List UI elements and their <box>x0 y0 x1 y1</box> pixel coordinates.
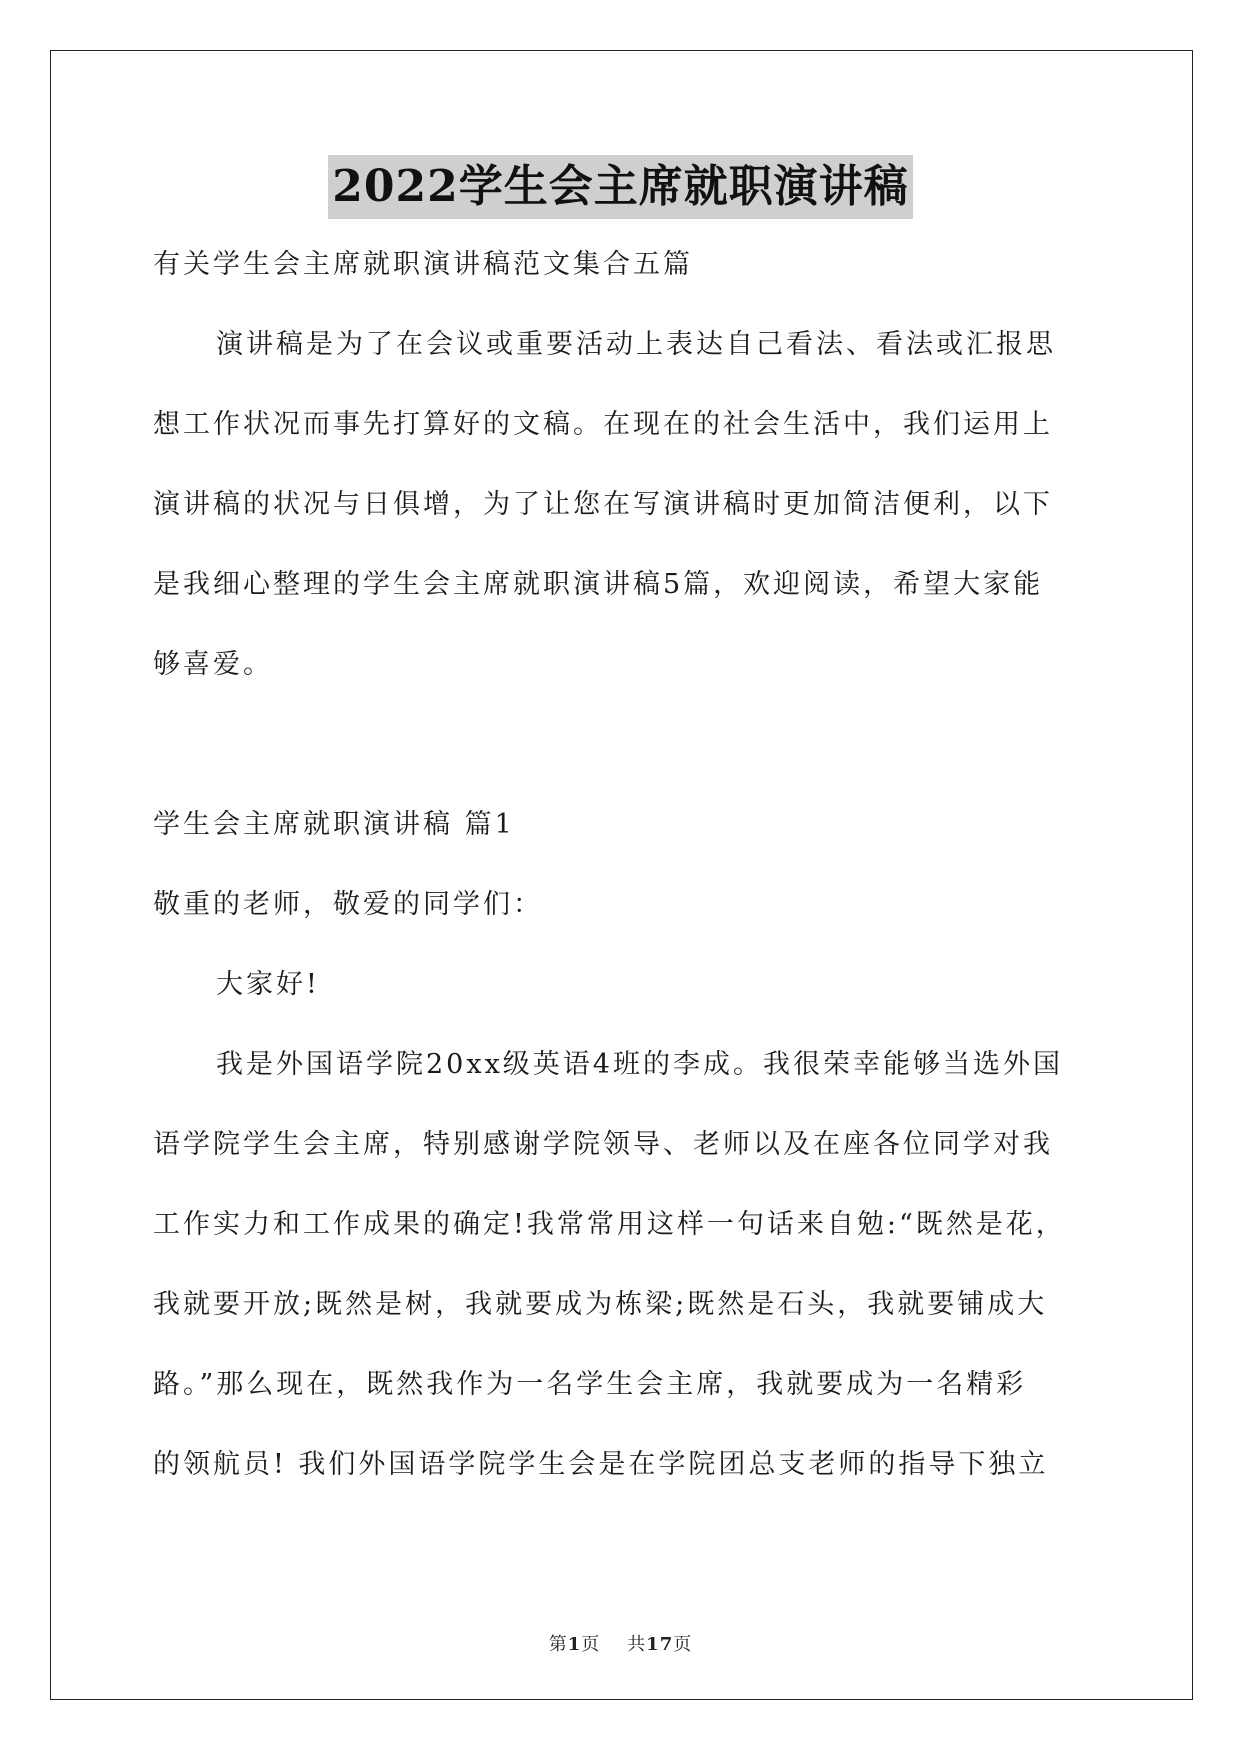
intro-line: 演讲稿的状况与日俱增，为了让您在写演讲稿时更加简洁便利，以下 <box>153 489 1053 520</box>
intro-line: 够喜爱。 <box>153 649 273 680</box>
page-current: 1 <box>567 1634 582 1655</box>
document-body <box>153 245 1093 1525</box>
total-unit: 页 <box>673 1634 693 1655</box>
body-line: 语学院学生会主席，特别感谢学院领导、老师以及在座各位同学对我 <box>153 1129 1053 1160</box>
page-footer <box>0 1630 1241 1656</box>
document-subtitle: 有关学生会主席就职演讲稿范文集合五篇 <box>153 249 693 280</box>
body-line: 我就要开放;既然是树，我就要成为栋梁;既然是石头，我就要铺成大 <box>153 1289 1048 1320</box>
page-prefix: 第 <box>548 1634 568 1655</box>
body-line: 路。”那么现在，既然我作为一名学生会主席，我就要成为一名精彩 <box>153 1369 1027 1400</box>
body-line: 的领航员! 我们外国语学院学生会是在学院团总支老师的指导下独立 <box>153 1449 1049 1480</box>
salutation: 敬重的老师，敬爱的同学们： <box>153 889 543 920</box>
section-heading: 学生会主席就职演讲稿 篇1 <box>153 809 515 840</box>
page-unit: 页 <box>581 1634 601 1655</box>
document-title: 2022学生会主席就职演讲稿 <box>328 155 912 219</box>
page-total: 17 <box>646 1634 674 1655</box>
paragraph-spacer <box>153 725 1093 805</box>
intro-line: 想工作状况而事先打算好的文稿。在现在的社会生活中，我们运用上 <box>153 409 1053 440</box>
title-block <box>0 155 1241 219</box>
body-line: 工作实力和工作成果的确定!我常常用这样一句话来自勉:“既然是花， <box>153 1209 1066 1240</box>
body-line: 我是外国语学院20xx级英语4班的李成。我很荣幸能够当选外国 <box>216 1049 1063 1080</box>
intro-line: 是我细心整理的学生会主席就职演讲稿5篇，欢迎阅读，希望大家能 <box>153 569 1044 600</box>
intro-line: 演讲稿是为了在会议或重要活动上表达自己看法、看法或汇报思 <box>216 329 1056 360</box>
greeting: 大家好! <box>216 969 320 1000</box>
total-prefix: 共 <box>627 1634 647 1655</box>
